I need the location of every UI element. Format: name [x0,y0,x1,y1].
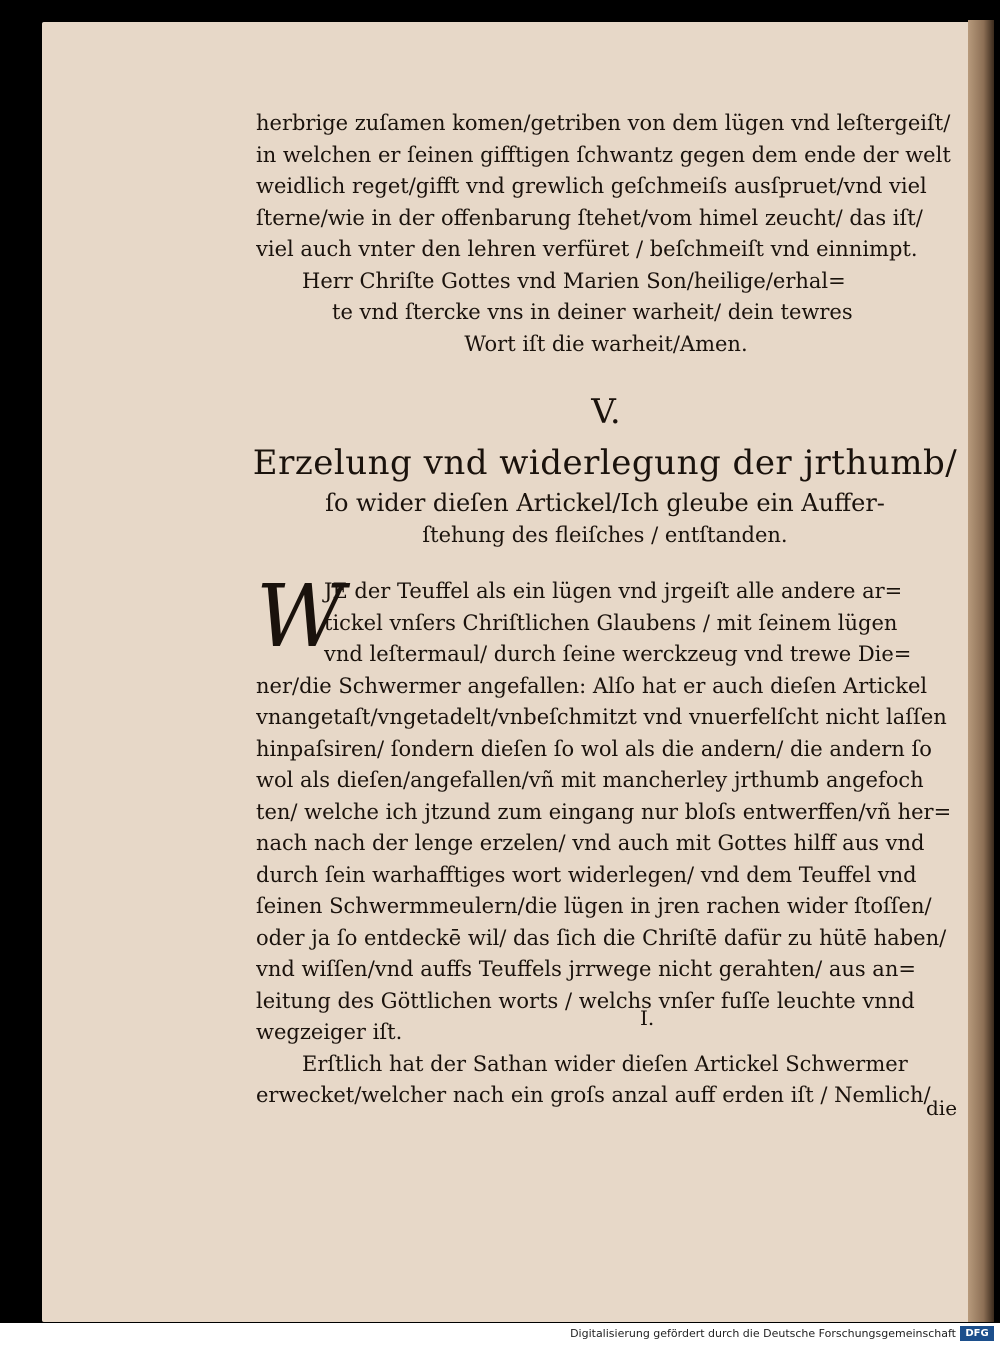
text-line: erwecket/welcher nach ein groſs anzal auff erden iſt / Nemlich/ [256,1083,931,1107]
drop-cap: W [256,567,345,667]
text-line: oder ja ſo entdeckē wil/ das ſich die Chriſtē dafür zu hütē haben/ [256,925,947,950]
text-line: weidlich reget/gifft vnd grewlich geſchmeiſs ausſpruet/vnd viel [256,174,927,198]
body-paragraph [256,567,956,1112]
text-line: hinpaſsiren/ ſondern dieſen ſo wol als die andern/ die andern ſo [256,736,932,761]
text-line: tickel vnſers Chriſtlichen Glaubens / mit ſeinem lügen [324,610,898,635]
text-line: vnd leſtermaul/ durch ſeine werckzeug vnd trewe Die= [324,642,912,666]
page-gutter [968,20,994,1322]
text-line: viel auch vnter den lehren verfüret / beſchmeiſt vnd einnimpt. [256,237,918,261]
prayer-line: Herr Chriſte Gottes vnd Marien Son/heilige/erhal= [302,268,846,293]
dfg-logo-icon[interactable]: DFG [960,1326,994,1341]
text-line: nach nach der lenge erzelen/ vnd auch mit Gottes hilff aus vnd [256,831,925,855]
text-line: in welchen er ſeinen gifftigen ſchwantz gegen dem ende der welt [256,142,951,167]
text-line: herbrige zuſamen komen/getriben von dem lügen vnd leſtergeiſt/ [256,111,951,135]
prayer-line: Wort iſt die warheit/Amen. [464,331,748,356]
chapter-heading [240,440,970,550]
text-line: leitung des Göttlichen worts / welchs vnſer fuſſe leuchte vnnd [256,988,915,1013]
prayer-line: te vnd ſtercke vns in deiner warheit/ dein tewres [332,300,853,324]
funding-credit: Digitalisierung gefördert durch die Deutsche Forschungsgemeinschaft [570,1327,956,1340]
top-paragraph [256,108,956,360]
heading-line-1: Erzelung vnd widerlegung der jrthumb/ [252,443,958,483]
text-line: wegzeiger iſt. [256,1020,403,1044]
text-line: vnd wiſſen/vnd auffs Teuffels jrrwege nicht gerahten/ aus an= [256,957,916,981]
catchword: die [926,1096,958,1120]
text-line: ner/die Schwermer angefallen: Alſo hat er auch dieſen Artickel [256,673,928,698]
text-line: wol als dieſen/angefallen/vñ mit mancherley jrthumb angefoch [256,768,924,792]
text-line: ſterne/wie in der offenbarung ſtehet/vom himel zeucht/ das iſt/ [256,205,923,230]
footer-bar [0,1323,1000,1345]
heading-line-2: ſo wider dieſen Artickel/Ich gleube ein Auffer- [325,489,885,517]
text-line: ſeinen Schwermmeulern/die lügen in jren rachen wider ſtoſſen/ [256,894,932,918]
text-line: Erſtlich hat der Sathan wider dieſen Artickel Schwermer [302,1051,908,1076]
chapter-numeral: V. [591,392,621,432]
text-line: JE der Teuffel als ein lügen vnd jrgeiſt alle andere ar= [324,579,903,603]
text-line: ten/ welche ich jtzund zum eingang nur bloſs entwerffen/vñ her= [256,799,952,824]
text-line: vnangetaſt/vngetadelt/vnbeſchmitzt vnd vnuerfelſcht nicht laſſen [256,705,947,729]
text-line: durch ſein warhafftiges wort widerlegen/ vnd dem Teuffel vnd [256,862,917,887]
section-number: I. [640,1006,655,1030]
heading-line-3: ſtehung des fleiſches / entſtanden. [422,523,788,547]
